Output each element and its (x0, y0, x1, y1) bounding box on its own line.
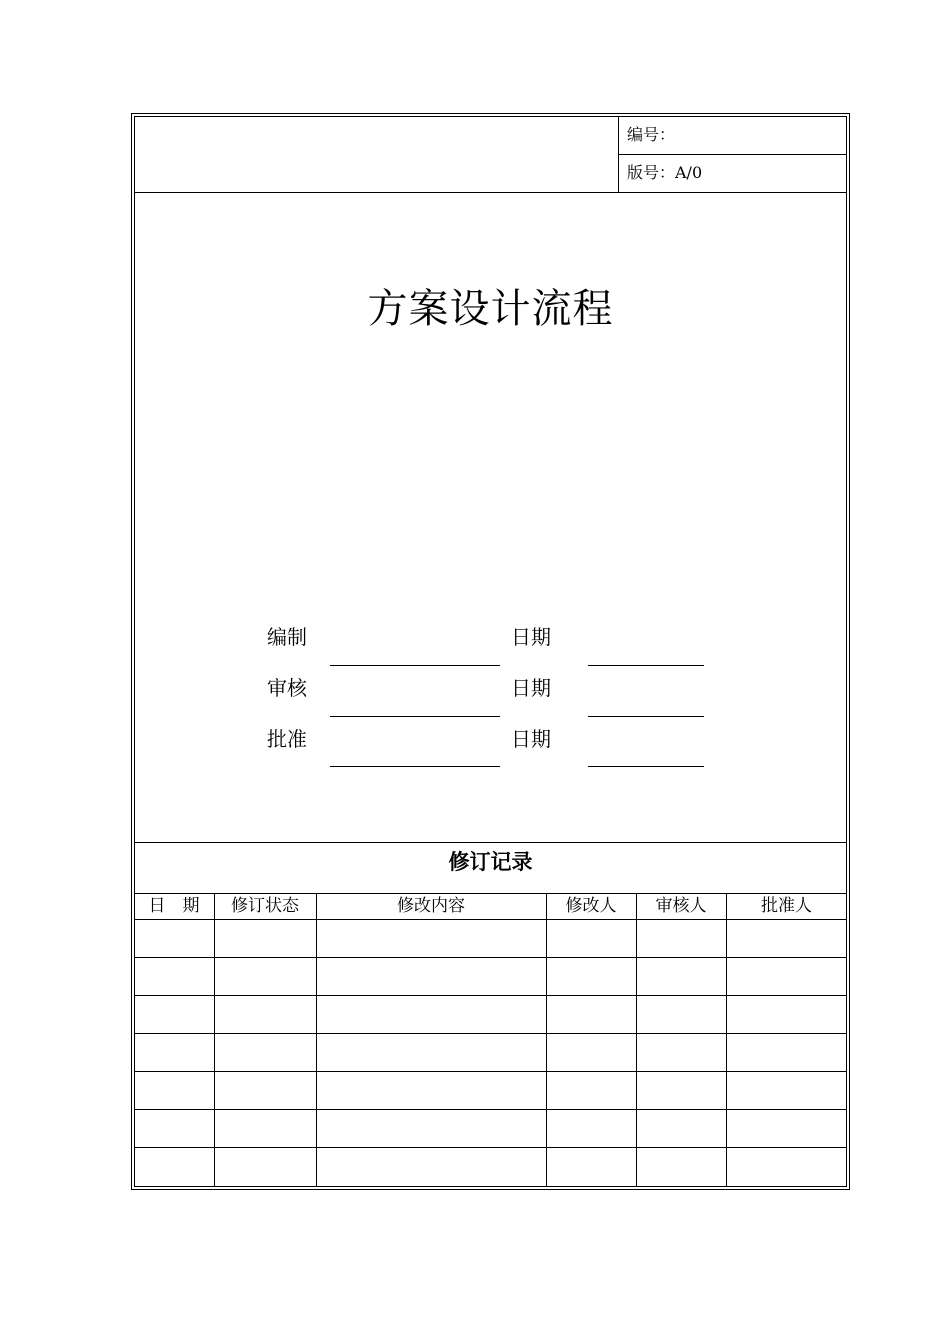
inner-border (134, 116, 847, 1187)
date-line (588, 665, 704, 666)
signature-date-label: 日期 (511, 625, 551, 649)
signature-line (330, 766, 500, 767)
table-row (134, 1109, 847, 1110)
table-row (134, 919, 847, 920)
version-label: 版号：A/0 (627, 163, 703, 182)
header-bottom-rule (134, 192, 847, 193)
table-column-divider (546, 893, 547, 1187)
table-row (134, 995, 847, 996)
column-header-date: 日 期 (148, 896, 200, 916)
revision-record-title: 修订记录 (448, 850, 533, 874)
table-column-divider (636, 893, 637, 1187)
column-header-change-content: 修改内容 (397, 896, 465, 916)
table-column-divider (214, 893, 215, 1187)
header-divider-horizontal (618, 154, 847, 155)
table-column-divider (316, 893, 317, 1187)
column-header-approver: 批准人 (761, 896, 812, 916)
table-row (134, 1147, 847, 1148)
signature-role-label: 编制 (267, 625, 307, 649)
revision-top-rule (134, 842, 847, 843)
column-header-revision-status: 修订状态 (231, 896, 299, 916)
column-header-reviewer: 审核人 (655, 896, 707, 916)
signature-date-label: 日期 (511, 727, 551, 751)
date-line (588, 766, 704, 767)
document-title: 方案设计流程 (367, 286, 614, 332)
signature-line (330, 716, 500, 717)
signature-date-label: 日期 (511, 676, 551, 700)
table-row (134, 957, 847, 958)
column-header-modifier: 修改人 (565, 896, 617, 916)
signature-role-label: 批准 (267, 727, 307, 751)
doc-number-label: 编号： (627, 125, 676, 144)
signature-role-label: 审核 (267, 676, 307, 700)
signature-line (330, 665, 500, 666)
table-row (134, 1071, 847, 1072)
table-row (134, 1033, 847, 1034)
table-column-divider (726, 893, 727, 1187)
date-line (588, 716, 704, 717)
